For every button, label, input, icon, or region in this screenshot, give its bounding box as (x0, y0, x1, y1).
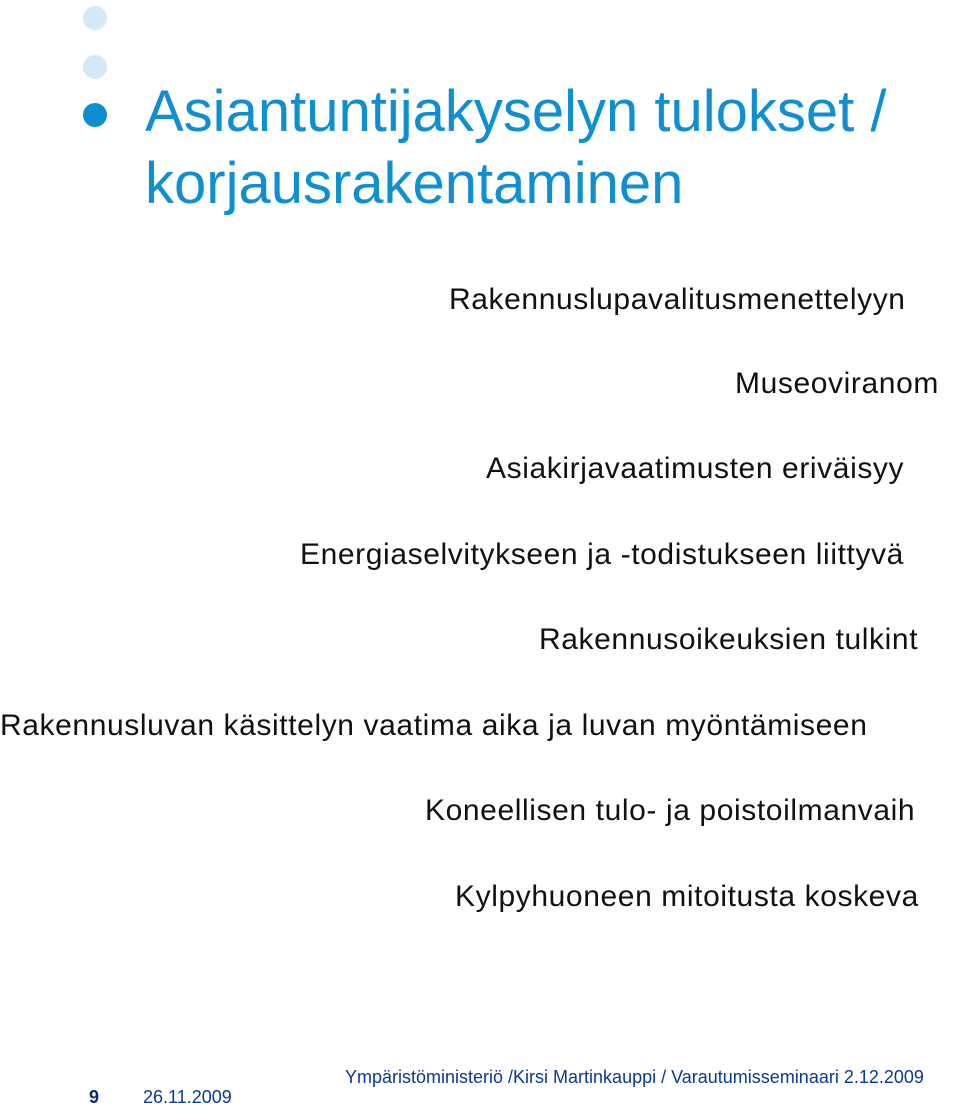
footer-date: 26.11.2009 (143, 1087, 232, 1107)
category-label: Koneellisen tulo- ja poistoilmanvaih (425, 794, 916, 827)
category-label: Rakennuslupavalitusmenettelyyn (449, 283, 906, 316)
slide-title-line-1: Asiantuntijakyselyn tulokset / (145, 79, 887, 144)
slide-number: 9 (89, 1087, 100, 1107)
footer-credit: Ympäristöministeriö /Kirsi Martinkauppi / Varautumisseminaari 2.12.2009 (345, 1067, 924, 1087)
category-label: Rakennusluvan käsittelyn vaatima aika ja luvan myöntämiseen (0, 709, 868, 742)
category-label: Kylpyhuoneen mitoitusta koskeva (455, 880, 919, 913)
slide-title-line-2: korjausrakentaminen (145, 151, 684, 216)
category-label: Asiakirjavaatimusten eriväisyy (486, 452, 905, 485)
category-label: Museoviranom (735, 367, 939, 400)
category-label: Energiaselvitykseen ja -todistukseen liittyvä (300, 538, 904, 571)
category-label: Rakennusoikeuksien tulkint (539, 623, 919, 656)
